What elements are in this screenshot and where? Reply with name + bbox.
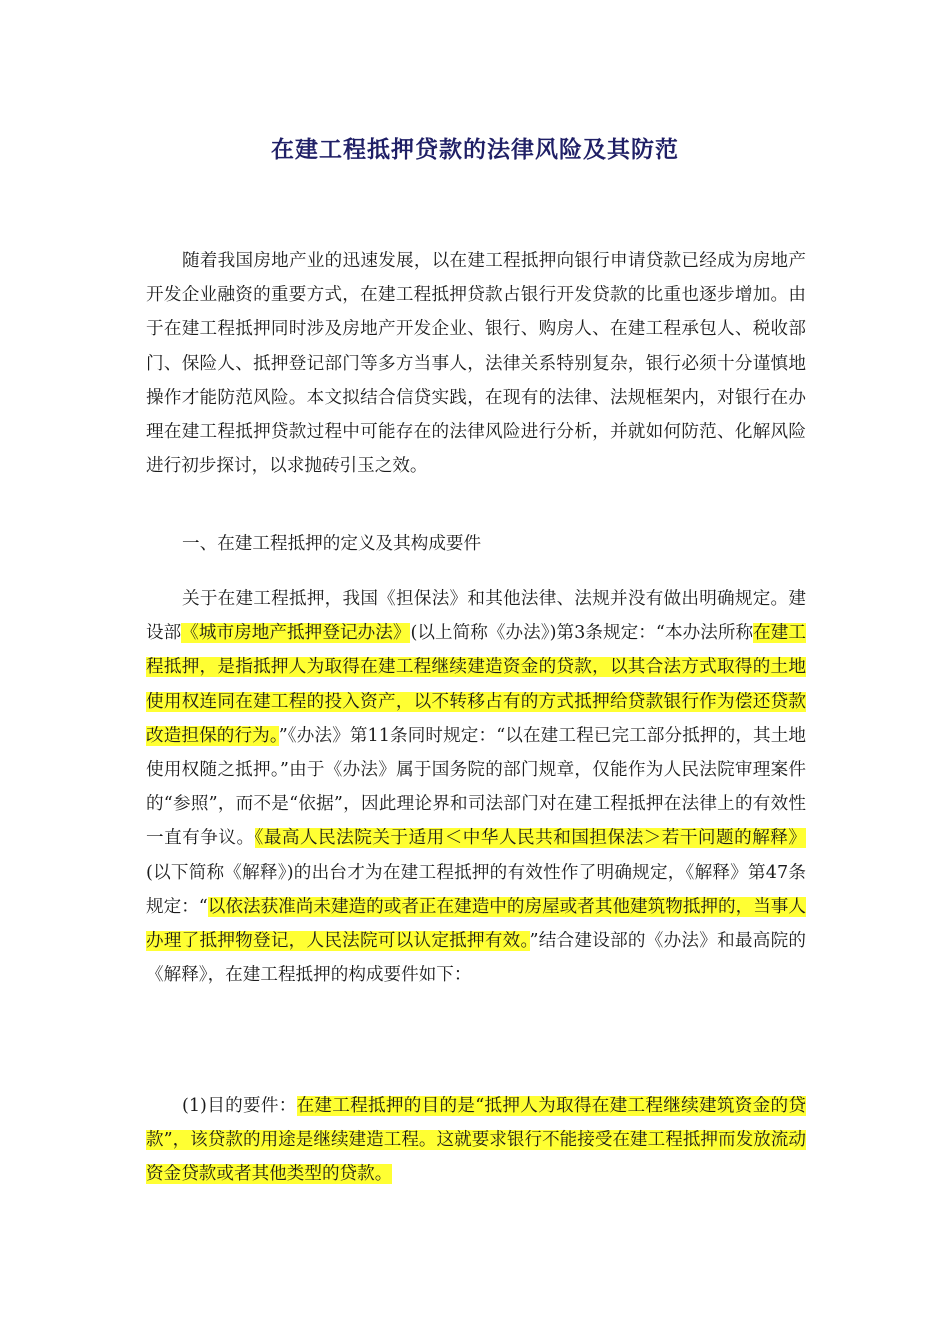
highlighted-text: 在建工程抵押，是指抵押人为取得在建工程继续建造资金的贷款，以其合法方式取得的土地使用权连同在建工程的投入资产，以不转移占有的方式抵押给贷款银行作为偿还贷款改造担保的行为。	[146, 623, 806, 746]
section-heading-1: 一、在建工程抵押的定义及其构成要件	[182, 534, 482, 554]
highlighted-text: 《城市房地产抵押登记办法》	[181, 623, 411, 644]
definition-paragraph	[146, 582, 806, 992]
highlighted-text: 《最高人民法院关于适用＜中华人民共和国担保法＞若干问题的解释》	[254, 828, 806, 849]
text-run: (以上简称《办法》)第3条规定：“本办法所称	[410, 623, 754, 644]
text-run: (1)目的要件：	[182, 1096, 297, 1116]
text-run: ”结合建设部的《办法》和最高院的《解释》，在建工程抵押的构成要件如下：	[146, 931, 806, 986]
purpose-requirement-paragraph	[146, 1089, 806, 1192]
highlighted-text: 在建工程抵押的目的是“抵押人为取得在建工程继续建筑资金的贷款”，该贷款的用途是继续建造工程。这就要求银行不能接受在建工程抵押而发放流动资金贷款或者其他类型的贷款。	[146, 1096, 806, 1185]
text-run: 关于在建工程抵押，我国《担保法》和其他法律、法规并没有做出明确规定。建设部	[146, 589, 806, 644]
highlighted-text: 以依法获准尚未建造的或者正在建造中的房屋或者其他建筑物抵押的，当事人办理了抵押物登记，人民法院可以认定抵押有效。	[146, 896, 806, 952]
intro-paragraph: 随着我国房地产业的迅速发展，以在建工程抵押向银行申请贷款已经成为房地产开发企业融资的重要方式，在建工程抵押贷款占银行开发贷款的比重也逐步增加。由于在建工程抵押同时涉及房地产开发企业、银行、购房人、在建工程承包人、税收部门、保险人、抵押登记部门等多方当事人，法律关系特别复杂，银行必须十分谨慎地操作才能防范风险。本文拟结合信贷实践，在现有的法律、法规框架内，对银行在办理在建工程抵押贷款过程中可能存在的法律风险进行分析，并就如何防范、化解风险进行初步探讨，以求抛砖引玉之效。	[146, 251, 806, 477]
text-run: (以下简称《解释》)的出台才为在建工程抵押的有效性作了明确规定，《解释》第47条规定：“	[146, 862, 806, 917]
text-run: ”《办法》第11条同时规定：“以在建工程已完工部分抵押的，其土地使用权随之抵押。”由于《办法》属于国务院的部门规章，仅能作为人民法院审理案件的“参照”，而不是“依据”，因此理论界和司法部门对在建工程抵押在法律上的有效性一直有争议。	[146, 725, 806, 849]
document-title: 在建工程抵押贷款的法律风险及其防范	[271, 137, 679, 163]
